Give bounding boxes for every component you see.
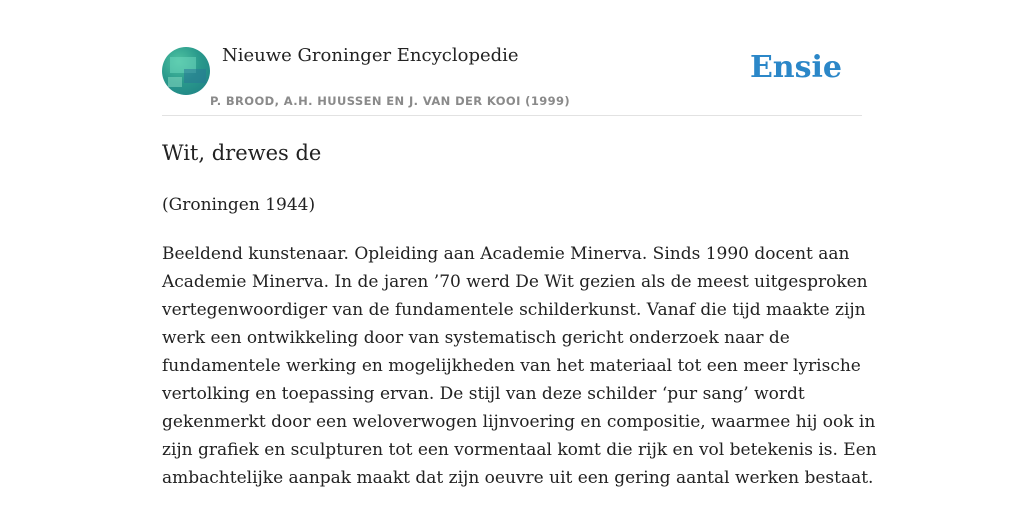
source-title[interactable]: Nieuwe Groninger Encyclopedie — [222, 45, 519, 66]
body-line: Beeldend kunstenaar. Opleiding aan Academie Minerva. Sinds 1990 docent aan — [162, 244, 850, 264]
cover-band — [168, 77, 182, 87]
body-line: gekenmerkt door een weloverwogen lijnvoering en compositie, waarmee hij ook in — [162, 412, 876, 432]
book-cover-icon[interactable] — [162, 47, 210, 95]
entry-body — [162, 240, 882, 492]
entry-subtitle: (Groningen 1944) — [162, 195, 316, 215]
body-line: Academie Minerva. In de jaren ’70 werd De Wit gezien als de meest uitgesproken — [162, 272, 868, 292]
entry-title: Wit, drewes de — [162, 141, 322, 165]
source-authors: P. BROOD, A.H. HUUSSEN EN J. VAN DER KOOI (1999) — [210, 94, 571, 108]
brand-logo[interactable]: Ensie — [749, 50, 842, 85]
body-line: ambachtelijke aanpak maakt dat zijn oeuvre uit een gering aantal werken bestaat. — [162, 468, 874, 488]
body-line: werk een ontwikkeling door van systematisch gericht onderzoek naar de — [162, 328, 790, 348]
body-line: fundamentele werking en mogelijkheden van het materiaal tot een meer lyrische — [162, 356, 861, 376]
cover-band — [184, 69, 206, 83]
source-header — [162, 40, 862, 116]
body-line: vertolking en toepassing ervan. De stijl van deze schilder ‘pur sang’ wordt — [162, 384, 805, 404]
body-line: zijn grafiek en sculpturen tot een vormentaal komt die rijk en vol betekenis is. Een — [162, 440, 877, 460]
body-line: vertegenwoordiger van de fundamentele schilderkunst. Vanaf die tijd maakte zijn — [162, 300, 866, 320]
